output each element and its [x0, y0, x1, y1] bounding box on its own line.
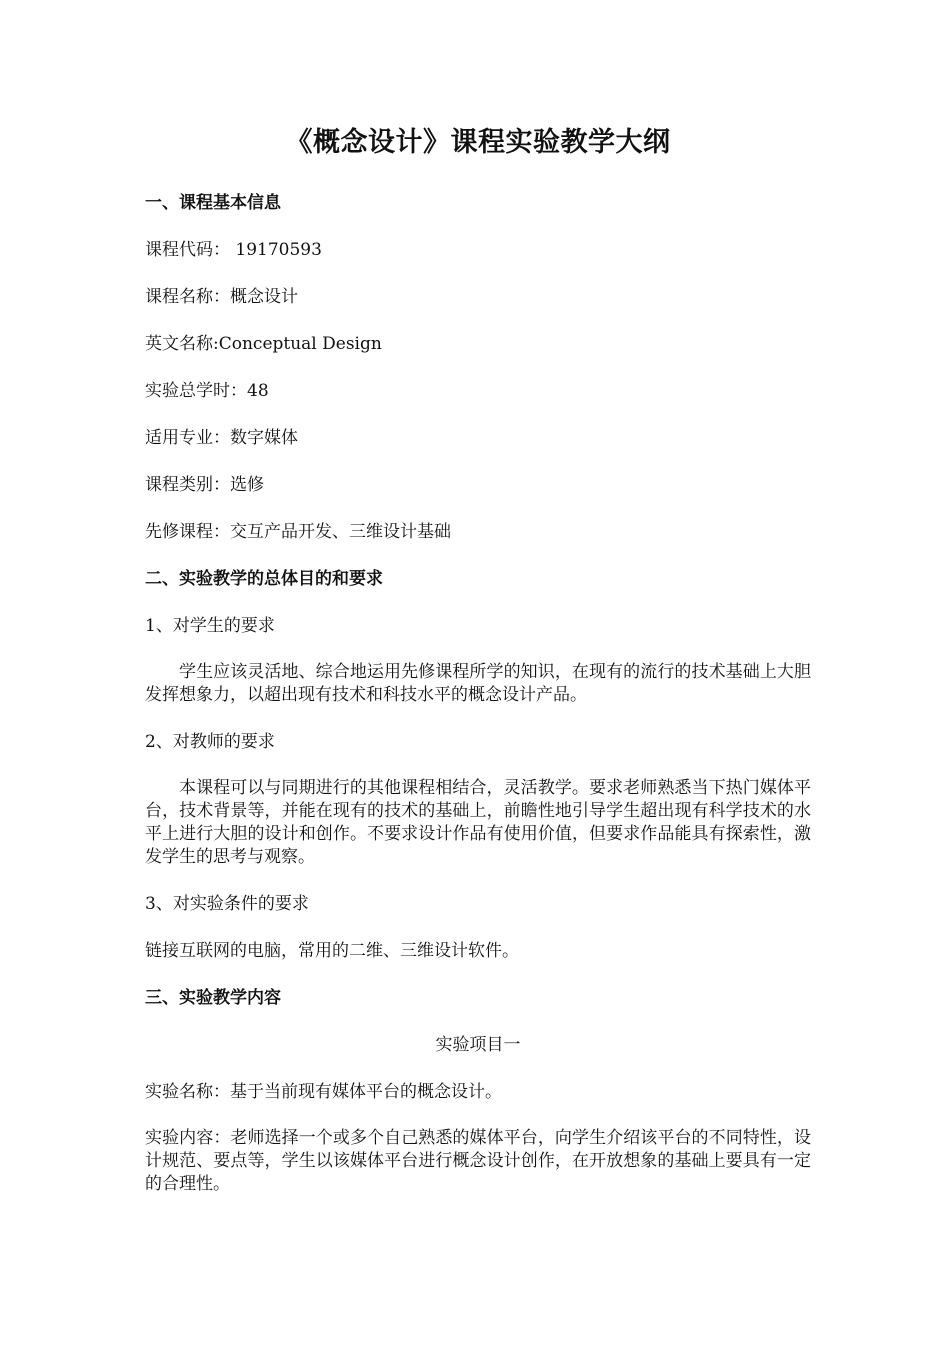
field-label: 英文名称:	[145, 334, 219, 354]
field-value: 48	[247, 381, 269, 401]
field-course-type	[145, 473, 811, 497]
section-heading-content: 三、实验教学内容	[145, 988, 281, 1008]
section-heading-basic-info: 一、课程基本信息	[145, 193, 281, 213]
paragraph-lab-conditions: 链接互联网的电脑，常用的二维、三维设计软件。	[145, 941, 519, 961]
field-label: 适用专业：	[145, 428, 230, 448]
field-value: 19170593	[230, 240, 322, 260]
field-course-name	[145, 285, 811, 309]
field-course-code	[145, 238, 811, 262]
field-label: 课程代码：	[145, 240, 230, 260]
field-value: 概念设计	[230, 287, 298, 307]
field-label: 课程类别：	[145, 475, 230, 495]
field-value: 交互产品开发、三维设计基础	[230, 522, 451, 542]
field-value: Conceptual Design	[218, 334, 382, 354]
field-prerequisites	[145, 520, 811, 544]
experiment-content-label: 实验内容：	[145, 1128, 231, 1148]
document-body	[145, 120, 811, 1219]
field-value: 选修	[230, 475, 264, 495]
experiment-content-value: 老师选择一个或多个自己熟悉的媒体平台，向学生介绍该平台的不同特性，设计规范、要点等，学生以该媒体平台进行概念设计创作，在开放想象的基础上要具有一定的合理性。	[145, 1128, 812, 1194]
experiment-content	[145, 1127, 811, 1196]
experiment-name	[145, 1080, 811, 1104]
field-value: 数字媒体	[230, 428, 298, 448]
field-major	[145, 426, 811, 450]
field-label: 实验总学时：	[145, 381, 247, 401]
subsection-title-conditions: 3、对实验条件的要求	[145, 894, 309, 914]
experiment-name-value: 基于当前现有媒体平台的概念设计。	[230, 1082, 502, 1102]
field-total-hours	[145, 379, 811, 403]
document-title: 《概念设计》课程实验教学大纲	[285, 127, 671, 158]
field-english-name	[145, 332, 811, 356]
field-label: 课程名称：	[145, 287, 230, 307]
subsection-title-teachers: 2、对教师的要求	[145, 732, 275, 752]
experiment-name-label: 实验名称：	[145, 1082, 230, 1102]
subsection-title-students: 1、对学生的要求	[145, 616, 275, 636]
section-heading-objectives: 二、实验教学的总体目的和要求	[145, 569, 383, 589]
paragraph-student-requirements: 学生应该灵活地、综合地运用先修课程所学的知识，在现有的流行的技术基础上大胆发挥想象力，以超出现有技术和科技水平的概念设计产品。	[145, 662, 811, 705]
project-title: 实验项目一	[435, 1035, 521, 1055]
paragraph-teacher-requirements: 本课程可以与同期进行的其他课程相结合，灵活教学。要求老师熟悉当下热门媒体平台，技术背景等，并能在现有的技术的基础上，前瞻性地引导学生超出现有科学技术的水平上进行大胆的设计和创作。不要求设计作品有使用价值，但要求作品能具有探索性，激发学生的思考与观察。	[145, 778, 811, 867]
field-label: 先修课程：	[145, 522, 230, 542]
